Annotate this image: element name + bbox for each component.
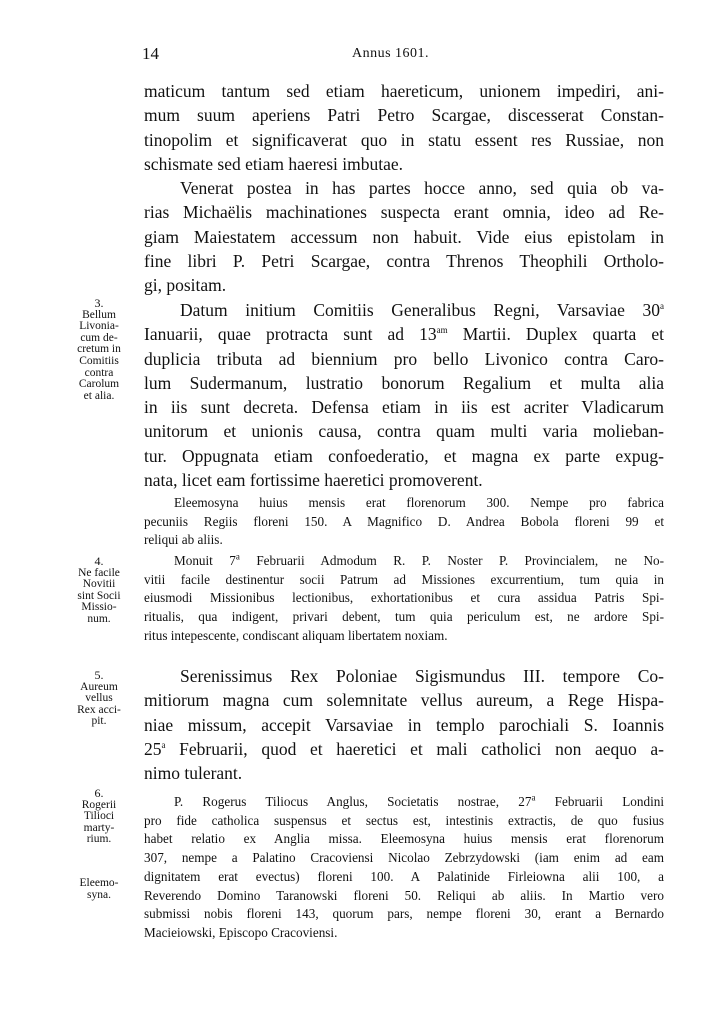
text-line: pro fide catholica suspensus et sectus est, intestinis extractis, de quo fusius <box>144 812 664 828</box>
text-line: Macieiowski, Episcopo Cracoviensi. <box>144 924 338 940</box>
text-line: 25$^a$ Februarii, quod et haeretici et mali catholici non aequo a- <box>144 738 664 759</box>
text-line: nimo tulerant. <box>144 763 243 784</box>
text-line: reliqui ab aliis. <box>144 532 223 548</box>
margin-note-3: 3. Bellum Livonia- cum de- cretum in Comitiis contra Carolum et alia. <box>77 296 121 402</box>
text-line: submissi nobis floreni 143, quorum pars, nempe floreni 30, erant a Bernardo <box>144 906 664 922</box>
text-line: habet relatio ex Anglia missa. Eleemosyna huius mensis erat florenorum <box>144 831 664 847</box>
text-line: eiusmodi Missionibus lectionibus, exhortationibus et cura assidua Patris Spi- <box>144 590 664 606</box>
text-line: ritualis, qua indigent, privari debent, tum quia periculum est, ne ardore Spi- <box>144 609 664 625</box>
text-line: fine libri P. Petri Scargae, contra Threnos Theophili Ortholo- <box>144 250 664 271</box>
text-line: unitorum et unionis causa, contra quam multi varia molieban- <box>144 421 664 442</box>
paragraph-2 <box>144 176 664 297</box>
text-line: Serenissimus Rex Poloniae Sigismundus III. tempore Co- <box>180 666 664 686</box>
text-line: mitiorum magna cum solemnitate vellus aureum, a Rege Hispa- <box>144 690 664 711</box>
text-line: Datum initium Comitiis Generalibus Regni, Varsaviae 30$^a$ <box>180 300 664 320</box>
text-line: nata, licet eam fortissime haeretici promoverent. <box>144 470 483 491</box>
paragraph-4 <box>144 552 664 646</box>
page-number: 14 <box>142 44 159 63</box>
paragraph-3 <box>144 298 664 492</box>
text-line: Eleemosyna huius mensis erat florenorum 300. Nempe pro fabrica <box>174 495 664 510</box>
text-line: Reverendo Domino Taranowski floreni 50. Reliqui ab aliis. In Martio vero <box>144 887 664 903</box>
alms-note-1 <box>144 494 664 550</box>
text-line: schismate sed etiam haeresi imbutae. <box>144 153 404 174</box>
text-line: ritus intepescente, condiscant aliquam libertatem noxiam. <box>144 627 448 643</box>
text-line: Monuit 7$^a$ Februarii Admodum R. P. Noster P. Provincialem, ne No- <box>174 551 664 568</box>
text-line: lum Sudermanum, lustratio bonorum Regalium et multa alia <box>144 372 664 393</box>
margin-note-6: 6. Rogerii Tilioci marty- rium. <box>81 786 117 846</box>
text-line: vitii facile destinentur socii Patrum ad Missiones excurrentium, tum quia in <box>144 571 664 587</box>
text-line: 307, nempe a Palatino Cracoviensi Nicolao Zebrzydowski (iam enim ad eam <box>144 850 664 866</box>
paragraph-5 <box>144 664 664 785</box>
margin-note-5: 5. Aureum vellus Rex acci- pit. <box>77 668 121 728</box>
text-line: duplicia tributa ad biennium pro bello Livonico contra Caro- <box>144 348 664 369</box>
text-line: niae missum, accepit Varsaviae in templo parochiali S. Ioannis <box>144 714 664 735</box>
margin-note-alms: Eleemo- syna. <box>79 877 119 901</box>
text-line: mum suum aperiens Patri Petro Scargae, discesserat Constan- <box>144 105 664 126</box>
text-line: P. Rogerus Tiliocus Anglus, Societatis nostrae, 27$^a$ Februarii Londini <box>174 792 664 809</box>
paragraph-6 <box>144 793 664 943</box>
text-line: pecuniis Regiis floreni 150. A Magnifico D. Andrea Bobola floreni 99 et <box>144 513 664 529</box>
text-line: tur. Oppugnata etiam confoederatio, et magna ex parte expug- <box>144 445 664 466</box>
text-line: giam Maiestatem accessum non habuit. Vide eius epistolam in <box>144 226 664 247</box>
text-line: tinopolim et significaverat quo in statu essent res Russiae, non <box>144 129 664 150</box>
text-line: rias Michaëlis machinationes suspecta erant omnia, ideo ad Re- <box>144 202 664 223</box>
text-line: in iis sunt decreta. Defensa etiam in iis est acriter Vladicarum <box>144 397 664 418</box>
text-line: gi, positam. <box>144 275 227 296</box>
text-line: maticum tantum sed etiam haereticum, unionem impediri, ani- <box>144 81 664 101</box>
running-title: Annus 1601. <box>352 46 430 61</box>
text-line: dignitatem erat evectus) floreni 100. A Palatinide Firleiowna alii 100, a <box>144 868 664 884</box>
margin-note-4: 4. Ne facile Novitii sint Socii Missio- num. <box>77 554 121 625</box>
text-line: Venerat postea in has partes hocce anno, sed quia ob va- <box>180 178 664 198</box>
text-line: Ianuarii, quae protracta sunt ad $13^{am}$ Martii. Duplex quarta et <box>144 324 664 345</box>
paragraph-1 <box>144 79 664 176</box>
